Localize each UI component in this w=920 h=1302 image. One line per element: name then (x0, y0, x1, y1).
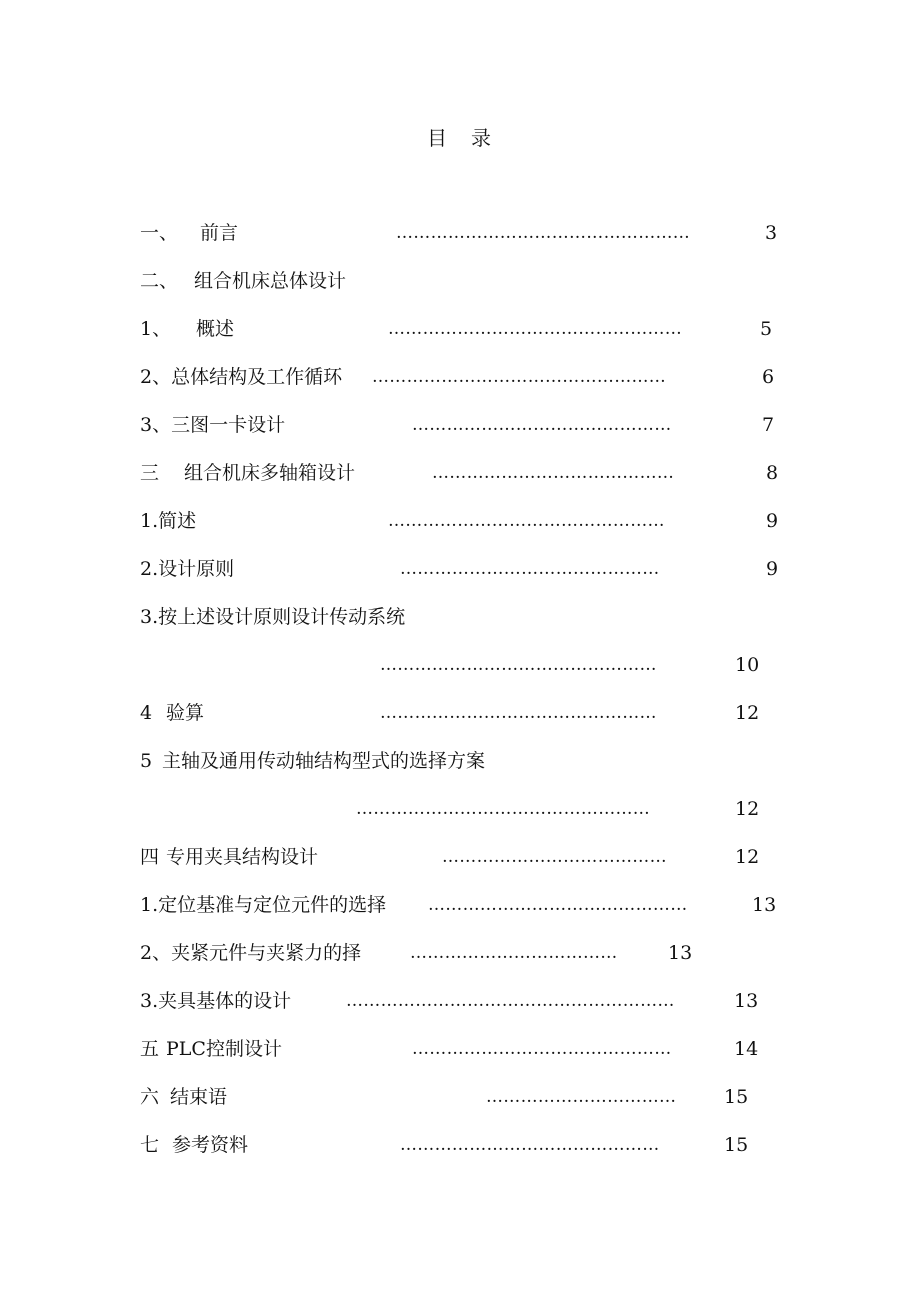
toc-entry-three-drawings[interactable] (0, 410, 920, 440)
toc-entry-structure-cycle[interactable] (0, 362, 920, 392)
toc-entry-label: 验算 (166, 702, 205, 724)
toc-entry-label: 专用夹具结构设计 (166, 846, 319, 868)
toc-leader-dots: …………………………………………… (372, 367, 667, 387)
toc-entry-fixture-design[interactable] (0, 842, 920, 872)
toc-leader-dots: ………………………………………………… (346, 991, 675, 1011)
toc-entry-spindle-scheme[interactable] (0, 746, 920, 776)
toc-entry-overview[interactable] (0, 314, 920, 344)
toc-leader-dots: ………………………………………… (380, 703, 657, 723)
toc-entry-label: 3.按上述设计原则设计传动系统 (140, 606, 406, 628)
toc-page-number: 3 (765, 222, 778, 244)
toc-entry-plc[interactable] (0, 1034, 920, 1064)
toc-entry-label: 3、三图一卡设计 (140, 414, 286, 436)
toc-entry-number: 七 (140, 1134, 160, 1156)
toc-page-number: 5 (760, 318, 773, 340)
toc-entry-principles[interactable] (0, 554, 920, 584)
toc-entry-fixture-base[interactable] (0, 986, 920, 1016)
toc-entry-number: 六 (140, 1086, 160, 1108)
toc-page-number: 12 (735, 798, 760, 820)
toc-entry-brief[interactable] (0, 506, 920, 536)
toc-entry-transmission[interactable] (0, 602, 920, 632)
toc-leader-dots: ……………………………… (410, 943, 618, 963)
toc-page-number: 13 (734, 990, 759, 1012)
toc-entry-checking[interactable] (0, 698, 920, 728)
title-char-2: 录 (471, 126, 493, 150)
toc-entry-label: 主轴及通用传动轴结构型式的选择方案 (162, 750, 486, 772)
toc-entry-transmission-page[interactable] (0, 650, 920, 680)
toc-leader-dots: …………………………………… (432, 463, 675, 483)
toc-entry-label: 1.简述 (140, 510, 197, 532)
toc-page-number: 7 (762, 414, 775, 436)
toc-entry-number: 4 (140, 702, 153, 724)
toc-entry-multiaxis-box[interactable] (0, 458, 920, 488)
toc-page-number: 15 (724, 1134, 749, 1156)
toc-page-number: 13 (668, 942, 693, 964)
toc-entry-number: 一、 (140, 222, 179, 244)
toc-entry-label: 1.定位基准与定位元件的选择 (140, 894, 387, 916)
toc-entry-number: 1、 (140, 318, 172, 340)
toc-entry-overall-design[interactable] (0, 266, 920, 296)
toc-leader-dots: …………………………… (486, 1087, 677, 1107)
toc-entry-label: 2、总体结构及工作循环 (140, 366, 343, 388)
title-char-1: 目 (427, 126, 449, 150)
toc-leader-dots: ……………………………………… (428, 895, 688, 915)
toc-leader-dots: …………………………………………… (356, 799, 651, 819)
toc-entry-label: 结束语 (170, 1086, 228, 1108)
toc-page-number: 12 (735, 846, 760, 868)
toc-entry-clamping[interactable] (0, 938, 920, 968)
toc-entry-label: 概述 (196, 318, 235, 340)
toc-leader-dots: ……………………………………… (412, 1039, 672, 1059)
toc-page-number: 8 (766, 462, 779, 484)
toc-leader-dots: ……………………………………… (400, 1135, 660, 1155)
toc-entry-label: 2.设计原则 (140, 558, 235, 580)
toc-entry-spindle-scheme-page[interactable] (0, 794, 920, 824)
toc-leader-dots: ………………………………………… (388, 511, 665, 531)
toc-page-number: 13 (752, 894, 777, 916)
toc-entry-preface[interactable] (0, 218, 920, 248)
toc-leader-dots: …………………………………………… (388, 319, 683, 339)
toc-entry-label: 组合机床总体设计 (194, 270, 347, 292)
toc-leader-dots: …………………………………………… (396, 223, 691, 243)
toc-entry-label: 前言 (200, 222, 239, 244)
toc-entry-number: 五 (140, 1038, 160, 1060)
toc-page-number: 10 (735, 654, 760, 676)
toc-entry-number: 三 (140, 462, 160, 484)
toc-entry-label: 参考资料 (172, 1134, 249, 1156)
toc-page-number: 12 (735, 702, 760, 724)
toc-entry-locating[interactable] (0, 890, 920, 920)
toc-leader-dots: ……………………………………… (400, 559, 660, 579)
toc-entry-label: PLC控制设计 (166, 1038, 282, 1060)
toc-entry-label: 2、夹紧元件与夹紧力的择 (140, 942, 362, 964)
toc-entry-number: 二、 (140, 270, 179, 292)
toc-page-number: 9 (766, 510, 779, 532)
toc-entry-label: 3.夹具基体的设计 (140, 990, 292, 1012)
toc-leader-dots: ………………………………………… (380, 655, 657, 675)
toc-page-number: 9 (766, 558, 779, 580)
toc-entry-references[interactable] (0, 1130, 920, 1160)
toc-entry-label: 组合机床多轴箱设计 (184, 462, 356, 484)
toc-leader-dots: ……………………………………… (412, 415, 672, 435)
toc-leader-dots: ………………………………… (442, 847, 667, 867)
toc-page-number: 15 (724, 1086, 749, 1108)
toc-page-number: 14 (734, 1038, 759, 1060)
toc-entry-number: 四 (140, 846, 160, 868)
toc-page-number: 6 (762, 366, 775, 388)
page-title (0, 122, 920, 151)
toc-entry-number: 5 (140, 750, 153, 772)
toc-entry-conclusion[interactable] (0, 1082, 920, 1112)
